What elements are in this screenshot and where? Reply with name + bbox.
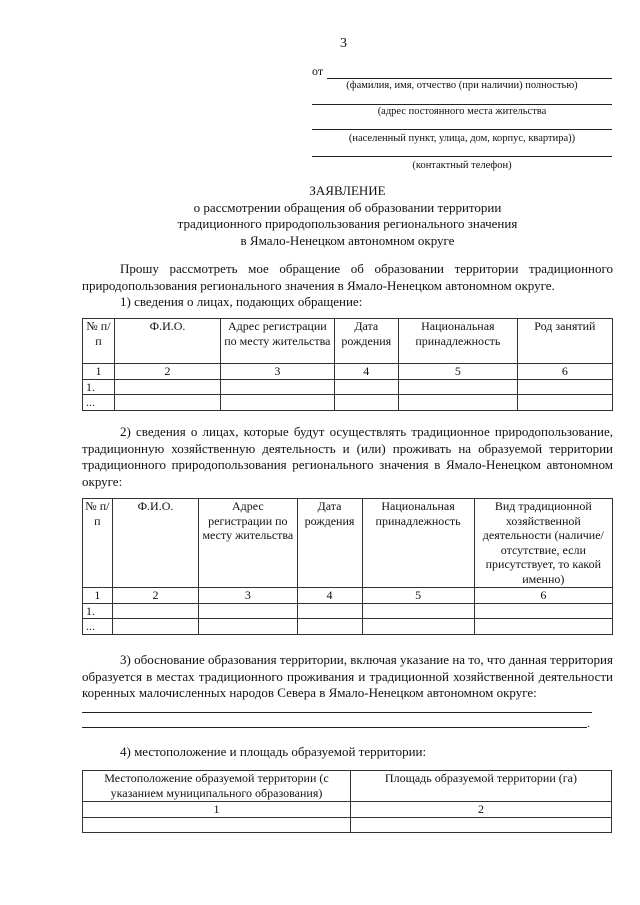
table-cell[interactable] — [83, 817, 351, 832]
column-header: Вид традиционной хозяйственной деятельности (наличие/отсутствие, если присутствует, то какой именно) — [474, 499, 612, 588]
column-number: 5 — [362, 588, 474, 604]
column-number: 6 — [517, 364, 612, 380]
applicants-table — [82, 318, 613, 411]
table-cell[interactable] — [362, 619, 474, 635]
column-number-row — [83, 588, 613, 604]
column-number: 1 — [83, 802, 351, 818]
row-number: ... — [83, 395, 115, 411]
name-field-line[interactable] — [327, 78, 612, 79]
justification-line[interactable] — [82, 727, 587, 728]
table-cell[interactable] — [350, 817, 611, 832]
column-header: Ф.И.О. — [114, 319, 220, 364]
address-caption: (адрес постоянного места жительства — [377, 106, 547, 117]
table-cell[interactable] — [399, 379, 518, 395]
table-row — [83, 603, 613, 619]
table-row — [83, 817, 612, 832]
land-users-table — [82, 498, 613, 635]
table-row — [83, 619, 613, 635]
row-number: 1. — [83, 603, 113, 619]
column-header: Национальная принадлежность — [399, 319, 518, 364]
item2-paragraph — [82, 424, 613, 490]
end-mark: . — [587, 716, 590, 730]
name-caption: (фамилия, имя, отчество (при наличии) полностью) — [346, 80, 578, 91]
column-header: № п/п — [83, 499, 113, 588]
table-cell[interactable] — [221, 379, 334, 395]
location-area-table — [82, 770, 612, 833]
table-cell[interactable] — [114, 395, 220, 411]
table-cell[interactable] — [474, 603, 612, 619]
column-number-row — [83, 802, 612, 818]
item3-paragraph — [82, 652, 613, 702]
column-number: 2 — [112, 588, 198, 604]
column-number: 3 — [199, 588, 297, 604]
table-cell[interactable] — [199, 619, 297, 635]
title-line: о рассмотрении обращения об образовании территории — [193, 199, 502, 215]
header-row — [83, 499, 613, 588]
justification-line[interactable] — [82, 712, 592, 713]
page-number: 3 — [340, 36, 347, 51]
column-header: Адрес регистрации по месту жительства — [221, 319, 334, 364]
column-number: 6 — [474, 588, 612, 604]
intro-paragraph — [82, 261, 613, 311]
table-cell[interactable] — [297, 603, 362, 619]
table-cell[interactable] — [297, 619, 362, 635]
text-line: коренных малочисленных народов Севера в Ямало-Ненецком автономном округе: — [82, 685, 537, 700]
address-field-line[interactable] — [312, 104, 612, 105]
table-cell[interactable] — [517, 379, 612, 395]
text-line: 3) обоснование образования территории, включая указание на то, что данная территория — [120, 652, 613, 667]
table-cell[interactable] — [112, 619, 198, 635]
item4-label: 4) местоположение и площадь образуемой территории: — [120, 744, 427, 759]
table-row — [83, 395, 613, 411]
column-header: Дата рождения — [297, 499, 362, 588]
text-line: 2) сведения о лицах, которые будут осуществлять традиционное природопользование, — [120, 424, 613, 439]
column-number: 3 — [221, 364, 334, 380]
from-label: от — [312, 64, 324, 78]
column-header: Адрес регистрации по месту жительства — [199, 499, 297, 588]
phone-caption: (контактный телефон) — [412, 160, 512, 171]
column-header: Дата рождения — [334, 319, 398, 364]
title-line: в Ямало-Ненецком автономном округе — [240, 232, 455, 248]
text-line: традиционного природопользования регионального значения в Ямало-Ненецком автономном — [82, 457, 613, 472]
row-number: ... — [83, 619, 113, 635]
header-row — [83, 319, 613, 364]
table-cell[interactable] — [362, 603, 474, 619]
column-number: 4 — [334, 364, 398, 380]
table-cell[interactable] — [199, 603, 297, 619]
document-title — [82, 183, 613, 249]
table-cell[interactable] — [474, 619, 612, 635]
title-line: традиционного природопользования регионального значения — [177, 216, 518, 231]
table-cell[interactable] — [334, 395, 398, 411]
locality-field-line[interactable] — [312, 129, 612, 130]
text-line: традиционную хозяйственную деятельность и (или) проживать на образуемой территории — [82, 440, 613, 456]
table-cell[interactable] — [221, 395, 334, 411]
column-header: Площадь образуемой территории (га) — [350, 771, 611, 802]
text-line: образуется в местах традиционного проживания и традиционной хозяйственной деятельности — [82, 668, 613, 684]
column-number: 2 — [114, 364, 220, 380]
table-cell[interactable] — [517, 395, 612, 411]
table-cell[interactable] — [112, 603, 198, 619]
item1-label: 1) сведения о лицах, подающих обращение: — [120, 294, 363, 309]
column-header: № п/п — [83, 319, 115, 364]
column-number: 4 — [297, 588, 362, 604]
column-header: Род занятий — [517, 319, 612, 364]
row-number: 1. — [83, 379, 115, 395]
phone-field-line[interactable] — [312, 156, 612, 157]
column-number: 1 — [83, 588, 113, 604]
table-row — [83, 379, 613, 395]
column-number-row — [83, 364, 613, 380]
column-number: 1 — [83, 364, 115, 380]
text-line: округе: — [82, 473, 123, 489]
header-row — [83, 771, 612, 802]
text-line: Прошу рассмотреть мое обращение об образовании территории традиционного — [120, 261, 613, 276]
table-cell[interactable] — [399, 395, 518, 411]
column-number: 2 — [350, 802, 611, 818]
column-header: Местоположение образуемой территории (с указанием муниципального образования) — [83, 771, 351, 802]
column-header: Ф.И.О. — [112, 499, 198, 588]
column-number: 5 — [399, 364, 518, 380]
locality-caption: (населенный пункт, улица, дом, корпус, квартира)) — [348, 133, 576, 144]
text-line: природопользования регионального значения в Ямало-Ненецком автономном округе. — [82, 277, 555, 293]
title-main: ЗАЯВЛЕНИЕ — [309, 183, 386, 198]
column-header: Национальная принадлежность — [362, 499, 474, 588]
table-cell[interactable] — [334, 379, 398, 395]
table-cell[interactable] — [114, 379, 220, 395]
